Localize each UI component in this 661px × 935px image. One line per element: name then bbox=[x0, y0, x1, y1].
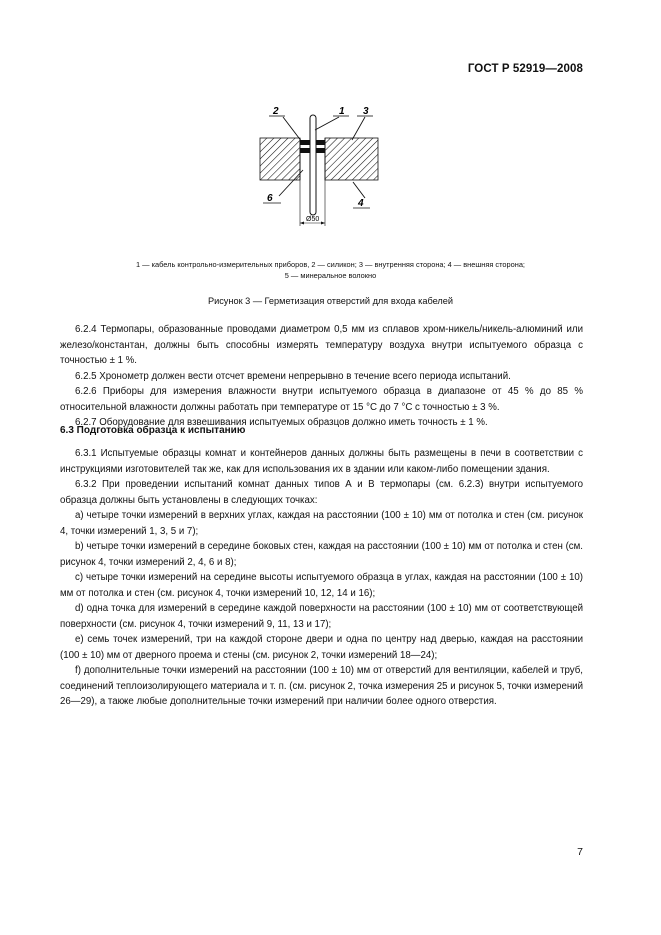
paragraph-6-2-4: 6.2.4 Термопары, образованные проводами диаметром 0,5 мм из сплавов хром-никель/никель-алюминий или железо/константан, должны быть способны измерять температуру воздуха внутри испытуемого образца с точностью ± 1 %. bbox=[60, 324, 583, 366]
callout-2: 2 bbox=[273, 106, 279, 117]
callout-4: 4 bbox=[358, 198, 364, 209]
list-item-a: а) четыре точки измерений в верхних углах, каждая на расстоянии (100 ± 10) мм от потолка и стен (см. рисунок 4, точки измерений 1, 3, 5 и 7); bbox=[60, 510, 583, 537]
list-item-b: b) четыре точки измерений в середине боковых стен, каждая на расстоянии (100 ± 10) мм от потолка и стен (см. рисунок 4, точки измерений 2, 4, 6 и 8); bbox=[60, 541, 583, 568]
cable-seal-svg bbox=[255, 100, 385, 235]
dimension-label: Ø50 bbox=[306, 216, 320, 223]
paragraph-6-2-5: 6.2.5 Хронометр должен вести отсчет времени непрерывно в течение всего периода испытаний. bbox=[75, 370, 511, 382]
paragraph-6-2-7: 6.2.7 Оборудование для взвешивания испытуемых образцов должно иметь точность ± 1 %. bbox=[75, 417, 488, 428]
cable-seal-diagram bbox=[255, 100, 385, 235]
callout-1: 1 bbox=[339, 106, 345, 117]
wall-left-section bbox=[260, 138, 300, 180]
page-number: 7 bbox=[577, 846, 583, 858]
paragraph-6-3-1: 6.3.1 Испытуемые образцы комнат и контейнеров данных должны быть размещены в печи в соответствии с инструкциями изготовителей так же, как для использования их в здании или каком-либо помещении здания. bbox=[60, 448, 583, 475]
figure-legend-line: 1 — кабель контрольно-измерительных приборов, 2 — силикон; 3 — внутренняя сторона; 4 — внешняя сторона; bbox=[136, 260, 525, 269]
list-item-f: f) дополнительные точки измерений на расстоянии (100 ± 10) мм от отверстий для вентиляции, кабелей и труб, соединений теплоизолирующего материала и т. п. (см. рисунок 2, точка измерения 25 и рисунок 5, точки измерений 26—29), а также любые дополнительные точки измерений при наличии более одного отверстия. bbox=[60, 665, 583, 707]
section-6-3 bbox=[60, 446, 583, 710]
list-item-c: с) четыре точки измерений на середине высоты испытуемого образца в углах, каждая на расстоянии (100 ± 10) мм от потолка и стен (см. рисунок 4, точки измерений 10, 12, 14 и 16); bbox=[60, 572, 583, 599]
callout-6: 6 bbox=[267, 193, 273, 204]
document-header: ГОСТ Р 52919—2008 bbox=[467, 63, 583, 75]
paragraph-6-3-2: 6.3.2 При проведении испытаний комнат данных типов А и В термопары (см. 6.2.3) внутри испытуемого образца должны быть установлены в следующих точках: bbox=[60, 479, 583, 506]
figure-legend-line: 5 — минеральное волокно bbox=[284, 271, 377, 280]
figure-caption: Рисунок 3 — Герметизация отверстий для входа кабелей bbox=[207, 296, 454, 306]
wall-right-section bbox=[325, 138, 378, 180]
callout-3: 3 bbox=[363, 106, 369, 117]
section-heading-6-3: 6.3 Подготовка образца к испытанию bbox=[60, 425, 246, 436]
list-item-d: d) одна точка для измерений в середине каждой поверхности на расстоянии (100 ± 10) мм от соответствующей поверхности (см. рисунок 4, точки измерений 9, 11, 13 и 17); bbox=[60, 603, 583, 630]
section-6-2-4-to-6-2-7 bbox=[60, 322, 583, 431]
list-item-e: е) семь точек измерений, три на каждой стороне двери и одна по центру над дверью, каждая на расстоянии (100 ± 10) мм от дверного проема и стены (см. рисунок 2, точки измерений 18—24); bbox=[60, 634, 583, 661]
paragraph-6-2-6: 6.2.6 Приборы для измерения влажности внутри испытуемого образца в диапазоне от 45 % до 85 % относительной влажности должны работать при температуре от 15 °С до 7 °С с точностью ± 3 %. bbox=[60, 386, 583, 413]
figure-legend bbox=[60, 259, 601, 281]
